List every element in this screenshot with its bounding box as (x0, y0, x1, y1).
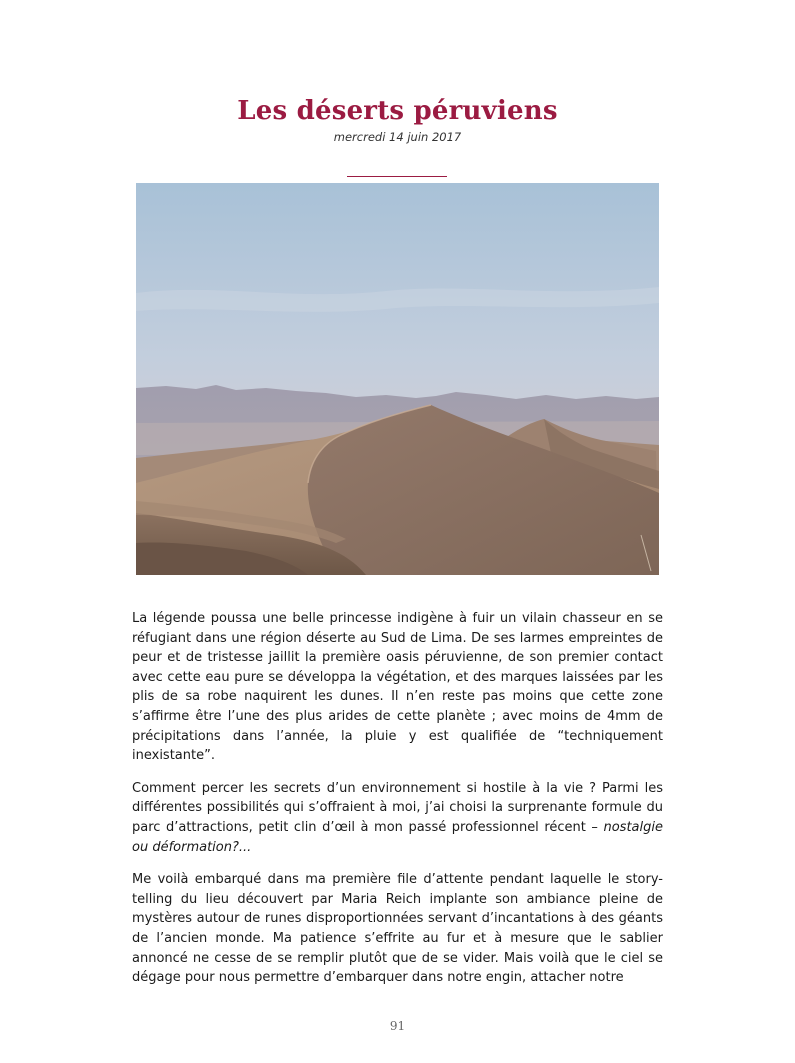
paragraph-1: La légende poussa une belle princesse indigène à fuir un vilain chasseur en se réfugiant dans une région déserte au Sud de Lima. De ses larmes empreintes de peur et de tristesse jaillit la première oasis péruvienne, de son premier contact avec cette eau pure se développa la végétation, et des marques laissées par les plis de sa robe naquirent les dunes. Il n’en reste pas moins que cette zone s’affirme être l’une des plus arides de cette planète ; avec moins de 4mm de précipitations dans l’année, la pluie y est qualifiée de “techniquement inexistante”. (132, 611, 663, 764)
article-body (132, 609, 663, 1001)
page-number: 91 (389, 1019, 406, 1033)
paragraph-3: Me voilà embarqué dans ma première file d’attente pendant laquelle le story-telling du lieu découvert par Maria Reich implante son ambiance pleine de mystères autour de runes disproportionnées servant d’incantations à des géants de l’ancien monde. Ma patience s’effrite au fur et à mesure que le sablier annoncé ne cesse de se remplir plutôt que de se vider. Mais voilà que le ciel se dégage pour nous permettre d’embarquer dans notre engin, attacher notre (132, 872, 663, 986)
page-title: Les déserts péruviens (237, 96, 558, 126)
title-divider (347, 176, 447, 177)
paragraph-2-italic: nostalgie ou déformation?... (132, 819, 663, 855)
paragraph-2-text: Comment percer les secrets d’un environnement si hostile à la vie ? Parmi les différentes possibilités qui s’offraient à moi, j’ai choisi la surprenante formule du parc d’attractions, petit clin d’œil à mon passé professionnel récent – (132, 780, 663, 835)
publication-date: mercredi 14 juin 2017 (333, 130, 462, 144)
paragraph-2 (132, 779, 663, 857)
photo-illustration (136, 183, 659, 575)
desert-dunes-photo (136, 183, 659, 575)
